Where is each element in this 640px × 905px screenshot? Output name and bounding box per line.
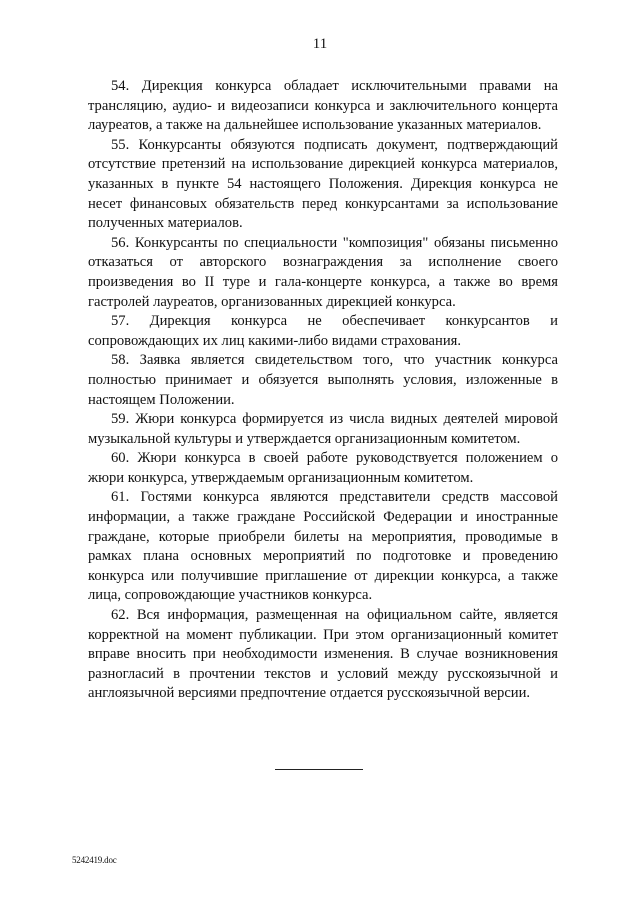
page-number: 11 (312, 36, 328, 52)
paragraph-54: 54. Дирекция конкурса обладает исключительными правами на трансляцию, аудио- и видеозаписи конкурса и заключительного концерта лауреатов, а также на дальнейшее использование указанных материалов. (88, 78, 558, 134)
end-divider (275, 769, 363, 770)
document-body (88, 77, 558, 704)
paragraph-62: 62. Вся информация, размещенная на официальном сайте, является корректной на момент публикации. При этом организационный комитет вправе вносить при необходимости изменения. В случае возникновения разногласий в прочтении текстов и условий между русскоязычной и англоязычной версиями предпочтение отдается русскоязычной версии. (88, 607, 558, 702)
paragraph-55: 55. Конкурсанты обязуются подписать документ, подтверждающий отсутствие претензий на использование дирекцией конкурса материалов, указанных в пункте 54 настоящего Положения. Дирекция конкурса не несет финансовых обязательств перед конкурсантами за использование полученных материалов. (88, 136, 558, 232)
paragraph-58: 58. Заявка является свидетельством того, что участник конкурса полностью принимает и обязуется выполнять условия, изложенные в настоящем Положении. (88, 352, 558, 408)
footer-file-name: 5242419.doc (72, 855, 117, 865)
paragraph-61: 61. Гостями конкурса являются представители средств массовой информации, а также граждане Российской Федерации и иностранные граждане, которые приобрели билеты на мероприятия, проводимые в рамках плана основных мероприятий по подготовке и проведению конкурса или получившие приглашение от дирекции конкурса, а также лица, сопровождающие участников конкурса. (88, 489, 558, 604)
paragraph-60: 60. Жюри конкурса в своей работе руководствуется положением о жюри конкурса, утверждаемым организационным комитетом. (88, 450, 558, 486)
paragraph-56: 56. Конкурсанты по специальности "композиция" обязаны письменно отказаться от авторского вознаграждения за исполнение своего произведения во II туре и гала-концерте конкурса, а также во время гастролей лауреатов, организованных дирекцией конкурса. (88, 234, 558, 310)
paragraph-59: 59. Жюри конкурса формируется из числа видных деятелей мировой музыкальной культуры и утверждается организационным комитетом. (88, 411, 558, 447)
paragraph-57: 57. Дирекция конкурса не обеспечивает конкурсантов и сопровождающих их лиц какими-либо видами страхования. (88, 313, 558, 349)
